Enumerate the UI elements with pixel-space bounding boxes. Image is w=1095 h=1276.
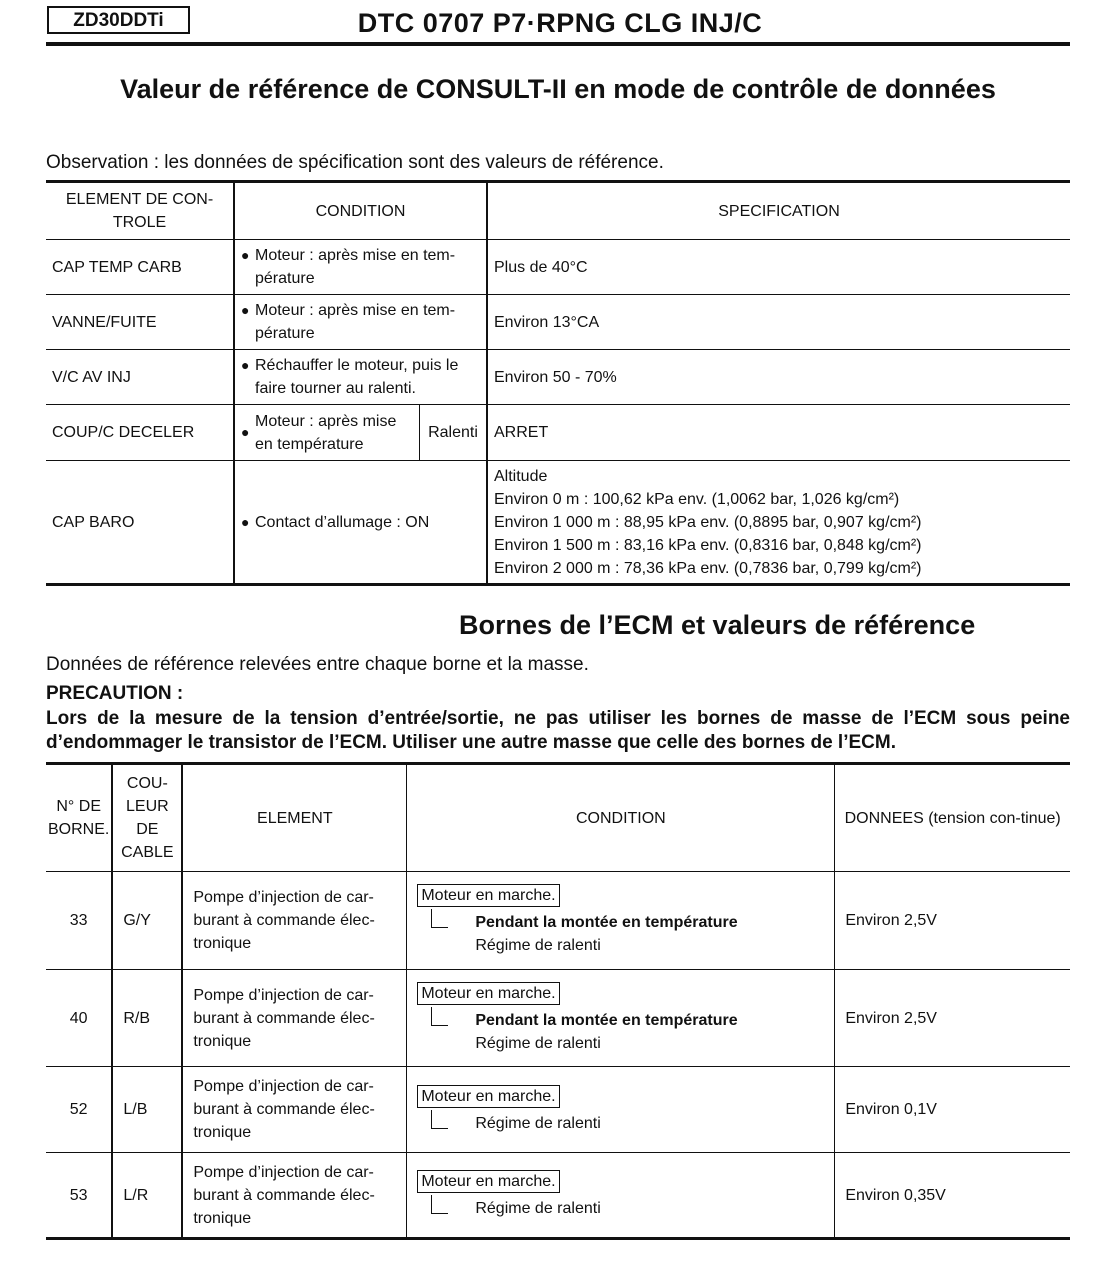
col-header-spec-label: SPECIFICATION	[718, 202, 840, 220]
element-cell: V/C AV INJ	[46, 350, 234, 405]
bracket-line-icon	[431, 1195, 448, 1214]
condition-idle: Régime de ralenti	[475, 937, 601, 954]
condition-box: Moteur en marche.	[417, 1170, 559, 1193]
bullet-icon: ●	[241, 357, 250, 373]
bracket-line-icon	[431, 1007, 448, 1026]
donnees-cell: Environ 2,5V	[835, 970, 1070, 1067]
condition-cell	[407, 970, 835, 1067]
condition-cell	[407, 872, 835, 970]
consult-reference-table	[46, 180, 1070, 586]
condition-box: Moteur en marche.	[417, 884, 559, 907]
table-row	[46, 872, 1070, 970]
element-cell: Pompe d’injection de car-burant à commande élec-tronique	[182, 1067, 407, 1153]
precaution-text: Lors de la mesure de la tension d’entrée/sortie, ne pas utiliser les bornes de masse de l’ECM sous peine d’endommager le transistor de l’ECM. Utiliser une autre masse que celle des bornes de l’ECM.	[46, 708, 1070, 753]
condition-branch	[431, 1009, 828, 1055]
condition-cell	[407, 1153, 835, 1239]
spec-line: Environ 0 m : 100,62 kPa env. (1,0062 bar, 1,026 kg/cm²)	[494, 490, 900, 508]
element-cell: Pompe d’injection de car-burant à commande élec-tronique	[182, 872, 407, 970]
bullet-icon: ●	[241, 424, 250, 440]
table-row	[46, 461, 1070, 585]
table-header-row	[46, 764, 1070, 872]
col-header-condition-label: CONDITION	[315, 202, 406, 220]
engine-code-box: ZD30DDTi	[47, 6, 190, 34]
element-cell: COUP/C DECELER	[46, 405, 234, 461]
bracket-line-icon	[431, 909, 448, 928]
element-cell: CAP TEMP CARB	[46, 240, 234, 295]
section2-intro: Données de référence relevées entre chaque borne et la masse.	[46, 654, 589, 675]
header-rule	[46, 42, 1070, 46]
condition-cell	[234, 405, 487, 461]
section2-title: Bornes de l’ECM et valeurs de référence	[459, 610, 976, 640]
donnees-cell: Environ 0,1V	[835, 1067, 1070, 1153]
spec-line: Environ 1 000 m : 88,95 kPa env. (0,8895 bar, 0,907 kg/cm²)	[494, 513, 922, 531]
spec-cell	[487, 461, 1070, 585]
condition-idle: Régime de ralenti	[475, 1200, 601, 1217]
bullet-icon: ●	[241, 302, 250, 318]
col-header-borne: N° DE BORNE.	[46, 764, 112, 872]
spec-cell: Plus de 40°C	[487, 240, 1070, 295]
col-header-element	[46, 182, 234, 240]
sub-condition: Ralenti	[428, 424, 478, 441]
element-cell: Pompe d’injection de car-burant à commande élec-tronique	[182, 970, 407, 1067]
condition-cell	[234, 295, 487, 350]
document-title: DTC 0707 P7·RPNG CLG INJ/C	[357, 8, 763, 38]
bracket-line-icon	[431, 1110, 448, 1129]
condition-text: Moteur : après mise en tem-pérature	[255, 302, 456, 342]
col-header-condition	[234, 182, 487, 240]
donnees-cell: Environ 0,35V	[845, 1186, 946, 1204]
condition-branch	[431, 911, 828, 957]
section1-title: Valeur de référence de CONSULT-II en mode de contrôle de données	[120, 74, 996, 104]
condition-cell	[407, 1067, 835, 1153]
col-header-specification	[487, 182, 1070, 240]
condition-idle: Régime de ralenti	[475, 1114, 601, 1132]
borne-cell: 33	[46, 872, 112, 970]
bullet-icon: ●	[241, 513, 250, 530]
table-row	[46, 350, 1070, 405]
spec-line: Environ 1 500 m : 83,16 kPa env. (0,8316 bar, 0,848 kg/cm²)	[494, 536, 922, 554]
condition-text: Contact d’allumage : ON	[255, 513, 430, 531]
condition-idle: Régime de ralenti	[475, 1034, 601, 1052]
borne-cell: 40	[46, 970, 112, 1067]
condition-warmup: Pendant la montée en température	[475, 914, 738, 931]
col-header-condition: CONDITION	[407, 764, 835, 872]
borne-cell: 52	[46, 1067, 112, 1153]
table-header-row	[46, 182, 1070, 240]
ecm-terminal-table	[46, 762, 1070, 1240]
col-header-element-label: ELEMENT DE CON-TROLE	[65, 191, 214, 231]
couleur-cell: L/R	[112, 1153, 182, 1239]
donnees-cell: Environ 2,5V	[835, 872, 1070, 970]
precaution-title: PRECAUTION :	[46, 683, 184, 704]
couleur-cell: G/Y	[112, 872, 182, 970]
condition-cell	[234, 240, 487, 295]
condition-branch	[431, 1197, 828, 1220]
spec-cell: Environ 13°CA	[487, 295, 1070, 350]
spec-line: Altitude	[494, 467, 548, 485]
condition-cell	[234, 350, 487, 405]
table-row	[46, 240, 1070, 295]
spec-cell: ARRET	[487, 405, 1070, 461]
table-row	[46, 1067, 1070, 1153]
condition-cell	[234, 461, 487, 585]
table-row	[46, 970, 1070, 1067]
col-header-donnees: DONNEES (tension con-tinue)	[835, 764, 1070, 872]
condition-text: Moteur : après mise en température	[255, 412, 397, 453]
table-row	[46, 405, 1070, 461]
condition-text: Réchauffer le moteur, puis le faire tourner au ralenti.	[255, 357, 459, 397]
table-row	[46, 295, 1070, 350]
table-row	[46, 1153, 1070, 1239]
condition-box: Moteur en marche.	[417, 1085, 559, 1108]
element-cell: CAP BARO	[46, 461, 234, 585]
col-header-couleur: COU-LEUR DE CABLE	[112, 764, 182, 872]
condition-text: Moteur : après mise en tem-pérature	[255, 247, 456, 287]
condition-box: Moteur en marche.	[417, 982, 559, 1005]
bullet-icon: ●	[241, 247, 250, 263]
col-header-element: ELEMENT	[182, 764, 407, 872]
condition-warmup: Pendant la montée en température	[475, 1011, 738, 1029]
element-cell: VANNE/FUITE	[46, 295, 234, 350]
borne-cell: 53	[46, 1153, 112, 1239]
element-cell: Pompe d’injection de car-burant à commande élec-tronique	[182, 1153, 407, 1239]
observation-text: Observation : les données de spécification sont des valeurs de référence.	[46, 152, 664, 173]
spec-cell: Environ 50 - 70%	[487, 350, 1070, 405]
spec-line: Environ 2 000 m : 78,36 kPa env. (0,7836 bar, 0,799 kg/cm²)	[494, 559, 922, 577]
condition-branch	[431, 1112, 828, 1135]
couleur-cell: R/B	[112, 970, 182, 1067]
couleur-cell: L/B	[112, 1067, 182, 1153]
